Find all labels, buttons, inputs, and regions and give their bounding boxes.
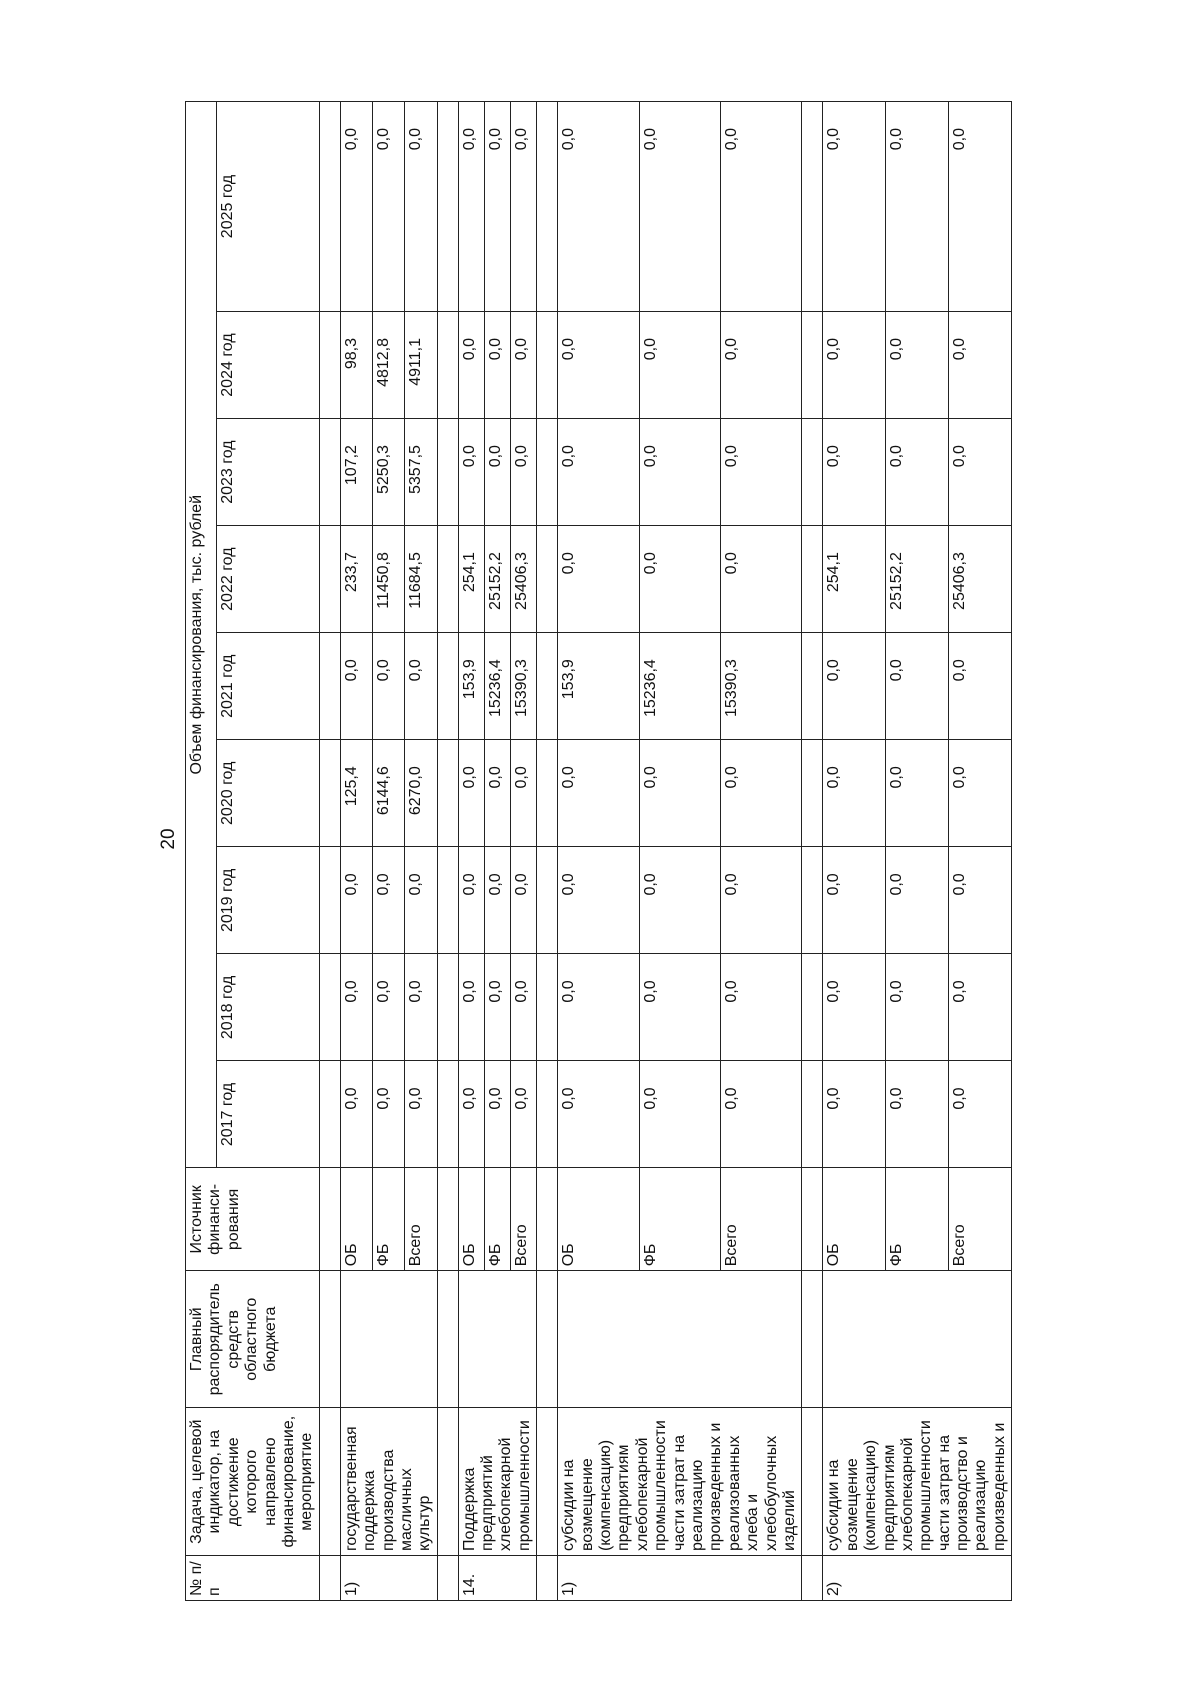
col-header-source: Источник финанси-рования: [186, 1168, 320, 1271]
year-header: 2025 год: [216, 102, 319, 312]
spacer-cell: [319, 1408, 340, 1556]
source-cell: ФБ: [639, 1168, 720, 1271]
value-cell: 0,0: [823, 1061, 886, 1168]
spacer-cell: [537, 311, 558, 418]
value-cell: 0,0: [484, 740, 510, 847]
value-cell: 0,0: [823, 102, 886, 312]
spacer-cell: [319, 633, 340, 740]
value-cell: 25406,3: [511, 526, 537, 633]
value-cell: 5250,3: [373, 419, 405, 526]
spacer-cell: [437, 847, 458, 954]
spacer-cell: [802, 1168, 823, 1271]
value-cell: 15390,3: [720, 633, 801, 740]
value-cell: 0,0: [639, 526, 720, 633]
value-cell: 0,0: [458, 419, 484, 526]
year-header: 2024 год: [216, 311, 319, 418]
row-number: 2): [823, 1556, 1012, 1601]
spacer-cell: [537, 1556, 558, 1601]
value-cell: 0,0: [949, 847, 1012, 954]
value-cell: 0,0: [340, 1061, 372, 1168]
value-cell: 0,0: [458, 847, 484, 954]
value-cell: 0,0: [720, 419, 801, 526]
value-cell: 0,0: [720, 954, 801, 1061]
spacer-cell: [437, 102, 458, 312]
source-cell: ФБ: [484, 1168, 510, 1271]
spacer-cell: [537, 847, 558, 954]
value-cell: 0,0: [886, 740, 949, 847]
value-cell: 0,0: [484, 1061, 510, 1168]
spacer-cell: [802, 1061, 823, 1168]
source-cell: ОБ: [340, 1168, 372, 1271]
year-header: 2022 год: [216, 526, 319, 633]
spacer-cell: [437, 1061, 458, 1168]
value-cell: 0,0: [823, 847, 886, 954]
spacer-cell: [537, 526, 558, 633]
value-cell: 0,0: [511, 954, 537, 1061]
value-cell: 15390,3: [511, 633, 537, 740]
value-cell: 5357,5: [405, 419, 437, 526]
value-cell: 254,1: [823, 526, 886, 633]
value-cell: 0,0: [886, 102, 949, 312]
value-cell: 0,0: [405, 102, 437, 312]
spacer-cell: [802, 954, 823, 1061]
value-cell: 0,0: [823, 633, 886, 740]
value-cell: 0,0: [458, 102, 484, 312]
value-cell: 0,0: [558, 311, 639, 418]
value-cell: 0,0: [340, 102, 372, 312]
value-cell: 0,0: [484, 419, 510, 526]
value-cell: 0,0: [886, 847, 949, 954]
value-cell: 0,0: [405, 633, 437, 740]
value-cell: 15236,4: [639, 633, 720, 740]
spacer-cell: [319, 954, 340, 1061]
value-cell: 11450,8: [373, 526, 405, 633]
spacer-cell: [802, 633, 823, 740]
value-cell: 0,0: [639, 102, 720, 312]
admin-cell: [558, 1271, 802, 1408]
value-cell: 0,0: [886, 1061, 949, 1168]
col-header-volume: Объем финансирования, тыс. рублей: [186, 102, 217, 1168]
value-cell: 0,0: [558, 419, 639, 526]
value-cell: 0,0: [511, 419, 537, 526]
value-cell: 0,0: [484, 102, 510, 312]
task-description: субсидии на возмещение (компенсацию) предприятиям хлебопекарной промышленности части затрат на реализацию произведенных и реализованных хлеба и хлебобулочных изделий: [558, 1408, 802, 1556]
value-cell: 0,0: [639, 740, 720, 847]
spacer-cell: [319, 1168, 340, 1271]
spacer-cell: [437, 1271, 458, 1408]
value-cell: 153,9: [558, 633, 639, 740]
spacer-cell: [802, 1556, 823, 1601]
value-cell: 125,4: [340, 740, 372, 847]
value-cell: 0,0: [949, 311, 1012, 418]
value-cell: 0,0: [458, 1061, 484, 1168]
value-cell: 0,0: [484, 954, 510, 1061]
source-cell: Всего: [949, 1168, 1012, 1271]
value-cell: 0,0: [886, 633, 949, 740]
source-cell: Всего: [511, 1168, 537, 1271]
spacer-cell: [319, 419, 340, 526]
spacer-cell: [802, 740, 823, 847]
value-cell: 0,0: [558, 847, 639, 954]
source-cell: Всего: [405, 1168, 437, 1271]
value-cell: 4911,1: [405, 311, 437, 418]
value-cell: 0,0: [639, 847, 720, 954]
value-cell: 0,0: [340, 954, 372, 1061]
value-cell: 0,0: [405, 954, 437, 1061]
value-cell: 0,0: [511, 1061, 537, 1168]
source-cell: Всего: [720, 1168, 801, 1271]
row-number: 1): [558, 1556, 802, 1601]
value-cell: 233,7: [340, 526, 372, 633]
table-row: [823, 102, 886, 1601]
admin-cell: [823, 1271, 1012, 1408]
value-cell: 0,0: [639, 311, 720, 418]
value-cell: 6144,6: [373, 740, 405, 847]
spacer-cell: [537, 1061, 558, 1168]
year-header: 2020 год: [216, 740, 319, 847]
value-cell: 15236,4: [484, 633, 510, 740]
spacer-cell: [437, 954, 458, 1061]
spacer-cell: [802, 419, 823, 526]
page-number: 20: [158, 828, 179, 850]
value-cell: 0,0: [720, 311, 801, 418]
spacer-cell: [437, 1408, 458, 1556]
value-cell: 0,0: [558, 1061, 639, 1168]
value-cell: 0,0: [886, 954, 949, 1061]
value-cell: 0,0: [511, 311, 537, 418]
value-cell: 0,0: [558, 102, 639, 312]
value-cell: 0,0: [639, 1061, 720, 1168]
spacer-cell: [802, 526, 823, 633]
spacer-cell: [802, 1408, 823, 1556]
value-cell: 0,0: [949, 1061, 1012, 1168]
value-cell: 0,0: [458, 954, 484, 1061]
financing-table: [185, 101, 1012, 1601]
value-cell: 25152,2: [886, 526, 949, 633]
value-cell: 254,1: [458, 526, 484, 633]
source-cell: ОБ: [823, 1168, 886, 1271]
admin-cell: [340, 1271, 437, 1408]
spacer-cell: [537, 1408, 558, 1556]
value-cell: 0,0: [720, 102, 801, 312]
spacer-cell: [319, 102, 340, 312]
value-cell: 0,0: [373, 847, 405, 954]
spacer-cell: [802, 102, 823, 312]
row-number: 1): [340, 1556, 437, 1601]
value-cell: 0,0: [558, 526, 639, 633]
col-header-no: № п/п: [186, 1556, 320, 1601]
year-header: 2023 год: [216, 419, 319, 526]
value-cell: 0,0: [949, 740, 1012, 847]
value-cell: 107,2: [340, 419, 372, 526]
value-cell: 0,0: [373, 102, 405, 312]
value-cell: 0,0: [340, 847, 372, 954]
spacer-cell: [802, 1271, 823, 1408]
year-header: 2017 год: [216, 1061, 319, 1168]
spacer-cell: [437, 526, 458, 633]
source-cell: ФБ: [373, 1168, 405, 1271]
source-cell: ФБ: [886, 1168, 949, 1271]
spacer-cell: [802, 311, 823, 418]
row-number: 14.: [458, 1556, 537, 1601]
value-cell: 153,9: [458, 633, 484, 740]
value-cell: 0,0: [886, 419, 949, 526]
spacer-cell: [319, 847, 340, 954]
value-cell: 0,0: [484, 311, 510, 418]
col-header-admin: Главный распорядитель средств областного бюджета: [186, 1271, 320, 1408]
value-cell: 0,0: [484, 847, 510, 954]
task-description: Поддержка предприятий хлебопекарной промышленности: [458, 1408, 537, 1556]
spacer-cell: [437, 633, 458, 740]
value-cell: 98,3: [340, 311, 372, 418]
value-cell: 11684,5: [405, 526, 437, 633]
spacer-cell: [319, 740, 340, 847]
value-cell: 0,0: [405, 847, 437, 954]
value-cell: 0,0: [639, 954, 720, 1061]
spacer-cell: [537, 740, 558, 847]
spacer-cell: [437, 1556, 458, 1601]
spacer-cell: [437, 311, 458, 418]
rotated-table-wrapper: [185, 101, 1155, 1601]
value-cell: 25152,2: [484, 526, 510, 633]
value-cell: 0,0: [458, 740, 484, 847]
value-cell: 0,0: [949, 419, 1012, 526]
spacer-cell: [537, 954, 558, 1061]
value-cell: 0,0: [949, 102, 1012, 312]
value-cell: 4812,8: [373, 311, 405, 418]
value-cell: 0,0: [639, 419, 720, 526]
spacer-cell: [319, 1061, 340, 1168]
spacer-cell: [537, 419, 558, 526]
value-cell: 25406,3: [949, 526, 1012, 633]
spacer-cell: [319, 1556, 340, 1601]
table-row: [558, 102, 639, 1601]
value-cell: 0,0: [558, 954, 639, 1061]
spacer-cell: [437, 419, 458, 526]
value-cell: 0,0: [949, 954, 1012, 1061]
source-cell: ОБ: [458, 1168, 484, 1271]
spacer-cell: [319, 311, 340, 418]
value-cell: 0,0: [373, 954, 405, 1061]
value-cell: 0,0: [823, 419, 886, 526]
spacer-cell: [537, 1271, 558, 1408]
value-cell: 0,0: [720, 740, 801, 847]
value-cell: 6270,0: [405, 740, 437, 847]
spacer-cell: [537, 633, 558, 740]
value-cell: 0,0: [458, 311, 484, 418]
spacer-cell: [437, 1168, 458, 1271]
table-row: [340, 102, 372, 1601]
value-cell: 0,0: [340, 633, 372, 740]
value-cell: 0,0: [720, 847, 801, 954]
year-header: 2021 год: [216, 633, 319, 740]
value-cell: 0,0: [373, 633, 405, 740]
value-cell: 0,0: [511, 740, 537, 847]
task-description: государственная поддержка производства масличных культур: [340, 1408, 437, 1556]
value-cell: 0,0: [511, 102, 537, 312]
value-cell: 0,0: [720, 1061, 801, 1168]
year-header: 2018 год: [216, 954, 319, 1061]
task-description: субсидии на возмещение (компенсацию) предприятиям хлебопекарной промышленности части затрат на производство и реализацию произведенных и: [823, 1408, 1012, 1556]
source-cell: ОБ: [558, 1168, 639, 1271]
value-cell: 0,0: [949, 633, 1012, 740]
table-row: [458, 102, 484, 1601]
year-header: 2019 год: [216, 847, 319, 954]
value-cell: 0,0: [823, 740, 886, 847]
col-header-task: Задача, целевой индикатор, на достижение которого направлено финансирование, мероприятие: [186, 1408, 320, 1556]
value-cell: 0,0: [720, 526, 801, 633]
admin-cell: [458, 1271, 537, 1408]
value-cell: 0,0: [405, 1061, 437, 1168]
spacer-cell: [437, 740, 458, 847]
spacer-cell: [802, 847, 823, 954]
value-cell: 0,0: [558, 740, 639, 847]
value-cell: 0,0: [823, 954, 886, 1061]
spacer-cell: [537, 1168, 558, 1271]
spacer-cell: [537, 102, 558, 312]
value-cell: 0,0: [373, 1061, 405, 1168]
value-cell: 0,0: [886, 311, 949, 418]
value-cell: 0,0: [823, 311, 886, 418]
value-cell: 0,0: [511, 847, 537, 954]
spacer-cell: [319, 526, 340, 633]
spacer-cell: [319, 1271, 340, 1408]
